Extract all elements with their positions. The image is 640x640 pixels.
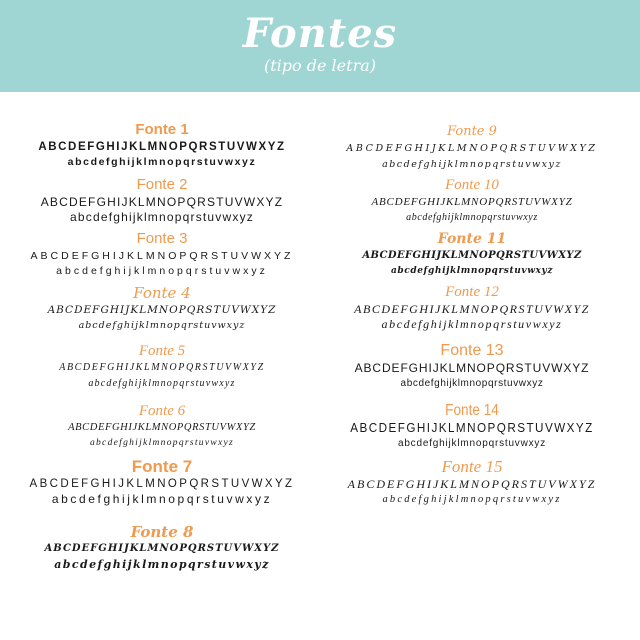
font-sample-3 [12,230,312,279]
font-name: Fonte 6 [138,403,186,419]
uppercase-sample: ABCDEFGHIJKLMNOPQRSTUVWXYZ [38,141,286,153]
font-name: Fonte 3 [136,230,188,247]
page-subtitle: (tipo de letra) [264,56,376,75]
lowercase-sample: abcdefghijklmnopqrstuvwxyz [67,156,257,168]
font-name: Fonte 10 [445,177,499,193]
font-sample-15 [322,458,622,507]
lowercase-sample: abcdefghijklmnopqrstuvwxyz [56,265,268,277]
uppercase-sample: ABCDEFGHIJKLMNOPQRSTUVWXYZ [59,362,265,373]
font-sample-5 [12,342,312,391]
lowercase-sample: abcdefghijklmnopqrstuvwxyz [382,159,562,170]
font-sample-12 [322,283,622,332]
uppercase-sample: ABCDEFGHIJKLMNOPQRSTUVWXYZ [354,361,590,375]
font-sample-6 [12,402,312,451]
font-sample-8 [12,523,312,572]
lowercase-sample: abcdefghijklmnopqrstuvwxyz [54,558,270,571]
font-name: Fonte 13 [440,342,504,359]
font-name: Fonte 7 [131,457,193,476]
font-name: Fonte 8 [130,523,194,541]
uppercase-sample: ABCDEFGHIJKLMNOPQRSTUVWXYZ [47,304,277,316]
uppercase-sample: ABCDEFGHIJKLMNOPQRSTUVWXYZ [371,196,573,208]
lowercase-sample: abcdefghijklmnopqrstuvwxyz [382,494,562,505]
header-banner [0,0,640,92]
font-name: Fonte 11 [437,231,507,247]
font-sample-9 [322,123,622,172]
lowercase-sample: abcdefghijklmnopqrstuvwxyz [397,438,547,449]
page-title: Fontes [242,10,398,57]
font-sample-13 [322,342,622,391]
font-name: Fonte 9 [447,124,497,139]
lowercase-sample: abcdefghijklmnopqrstuvwxyz [390,266,554,276]
font-name: Fonte 2 [136,176,188,193]
uppercase-sample: ABCDEFGHIJKLMNOPQRSTUVWXYZ [44,543,280,554]
font-sample-11 [322,230,622,279]
font-sample-2 [12,176,312,225]
font-sample-10 [322,176,622,225]
font-name: Fonte 1 [135,121,189,138]
font-sample-7 [12,458,312,507]
uppercase-sample: ABCDEFGHIJKLMNOPQRSTUVWXYZ [346,143,598,154]
font-name: Fonte 14 [445,402,499,419]
font-sample-14 [322,402,622,451]
lowercase-sample: abcdefghijklmnopqrstuvwxyz [381,317,563,331]
lowercase-sample: abcdefghijklmnopqrstuvwxyz [89,438,235,448]
font-name: Fonte 4 [133,284,191,302]
uppercase-sample: ABCDEFGHIJKLMNOPQRSTUVWXYZ [354,302,590,316]
uppercase-sample: ABCDEFGHIJKLMNOPQRSTUVWXYZ [29,478,295,490]
uppercase-sample: ABCDEFGHIJKLMNOPQRSTUVWXYZ [362,250,582,261]
lowercase-sample: abcdefghijklmnopqrstuvwxyz [406,212,538,223]
font-sample-4 [12,284,312,333]
uppercase-sample: ABCDEFGHIJKLMNOPQRSTUVWXYZ [350,420,594,435]
uppercase-sample: ABCDEFGHIJKLMNOPQRSTUVWXYZ [68,422,256,433]
uppercase-sample: ABCDEFGHIJKLMNOPQRSTUVWXYZ [30,250,294,262]
font-sample-1 [12,121,312,170]
lowercase-sample: abcdefghijklmnopqrstuvwxyz [51,492,273,506]
lowercase-sample: abcdefghijklmnopqrstuvwxyz [88,378,236,389]
font-name: Fonte 5 [138,343,186,359]
lowercase-sample: abcdefghijklmnopqrstuvwxyz [78,320,246,331]
lowercase-sample: abcdefghijklmnopqrstuvwxyz [70,210,254,224]
uppercase-sample: ABCDEFGHIJKLMNOPQRSTUVWXYZ [40,195,284,209]
uppercase-sample: ABCDEFGHIJKLMNOPQRSTUVWXYZ [347,477,597,491]
font-name: Fonte 12 [445,284,499,300]
lowercase-sample: abcdefghijklmnopqrstuvwxyz [400,378,544,389]
font-name: Fonte 15 [441,457,503,476]
